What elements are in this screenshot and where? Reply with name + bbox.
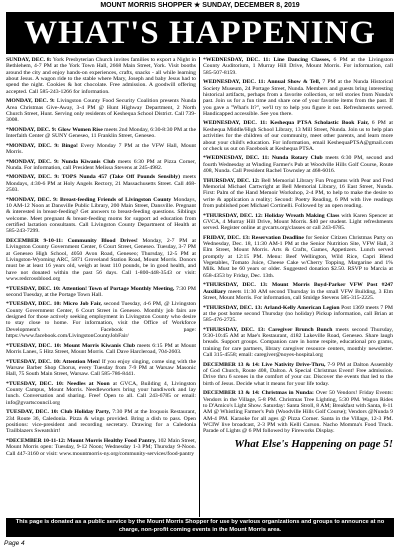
event-item: [6, 57, 196, 95]
page-title-banner: WHAT'S HAPPENING: [6, 12, 394, 54]
event-text: meets second Thursday, 9:30-10:45 AM at Mae's Restaurant, 4182 Lakeville Road, Geneseo. Share laugh breads. Support groups. Companion care in home respite, educational pro grams, training for care partners, library caregiver resource centers, monthly newsletter. Call 315-4558; email: caregiver@noyes-hospital.org: [203, 326, 393, 359]
right-column: [203, 57, 393, 517]
event-text: Over 50 Vendors! Friday Events: Vendors in the Village, 5-8 PM. Christmas Tree Lighting, 5:30 PM. Wagon Rides to D'Amico's Light Show. Saturday: Santa Stroll, 8 AM; Breakfast with Santa, 8-11 AM @ Whistling Farmer's Pub (Woodville Hills Golf Course); Vendors @Nunda 9 AM-4 PM. Karaoke for all ages @ Pizza Corner. Santa in the Village, 12-3 PM. WCIW live broadcast, 2-3 PM with Kelli Carson. Nacho Momma's Food Truck. Parade of Lights @ 6 PM followed by Fireworks Display.: [203, 390, 393, 435]
event-item: [203, 178, 393, 210]
event-text: 7:30 PM at the Iroquois Restaurant, 234 Route 36, Caledonia. Pizza & wings provided. Bring a dish to pass. Open positions: vice-president and recording secretary. Drawing for a Caledonia Trailblazers Sweatshirt!: [6, 409, 196, 435]
event-lead: *MONDAY, DEC. 9: Glow Women Rise: [6, 126, 103, 133]
masthead: MOUNT MORRIS SHOPPER ★ SUNDAY, DECEMBER 8, 2019: [100, 2, 300, 9]
event-item: [6, 127, 196, 140]
event-lead: DECEMBER 13 & 14: Live Nativity Drive-Thru,: [203, 361, 326, 368]
event-lead: FRIDAY, DEC. 13: Reservation Deadline: [203, 234, 304, 241]
continued-notice: What Else's Happening on page 5!: [234, 437, 393, 450]
event-lead: *MONDAY, DEC. 9: Bingo!: [6, 142, 78, 149]
event-text: meets 6:15 PM at Mount Morris Lanes, 5 Hitz Street, Mount Morris. Call Dave Harcleroad, 704-2603.: [6, 342, 196, 355]
event-lead: *MONDAY, DEC. 9: Nunda Kiwanis Club: [6, 158, 116, 165]
event-text: Livingston County Food Security Coalition presents Nunda Area Christmas Give-Away, 3-4 PM @ Hunt Highway Department, 2 North Church Street, Hunt. Serving only residents of Keshequa School District. Call 739-3008.: [6, 98, 196, 124]
event-lead: *THURSDAY, DEC. 13: Caregiver Brunch Bunch: [203, 326, 333, 333]
event-item: [6, 238, 196, 282]
event-lead: *TUESDAY, DEC. 10: Mount Morris Kiwanis Club: [6, 342, 135, 349]
event-text: meets 6:30 PM, second and fourth Wednesday at Winding Farmer's Pub at Woodville Hills Golf Course, Route 408, Nunda. Call President Rachel Townsley at 468-6016.: [203, 155, 393, 175]
event-item: [6, 174, 196, 193]
event-item: [6, 197, 196, 235]
event-lead: WEDNESDAY, DEC. 11: Annual Show & Tell,: [203, 79, 321, 86]
event-lead: SUNDAY, DEC. 8:: [6, 57, 52, 63]
event-lead: *MONDAY, DEC. 9: TOPS Nunda 457 (Take Off Pounds Sensibly): [6, 174, 180, 181]
event-item: [203, 213, 393, 232]
event-lead: THURSDAY, DEC. 12:: [203, 177, 260, 184]
event-item: [6, 438, 196, 457]
event-lead: *MONDAY, DEC. 9: Breast-feeding Friends of Livingston County: [6, 196, 172, 203]
event-lead: *TUESDAY, DEC. 10: Attention Men!: [6, 358, 101, 365]
event-lead: TUESDAY, DEC. 10: Club Holiday Party,: [6, 409, 111, 416]
event-item: [203, 57, 393, 76]
event-item: [6, 286, 196, 299]
page-number: Page 4: [4, 540, 25, 547]
event-text: Monday, 2-7 PM at Livingston County Government Center, 6 Court Street, Geneseo. Tuesday, 3-7 PM at Geneseo High School, 4050 Avon Road, Geneseo; Thursday, 12-5 PM at Livingston-Wyoming ARC, 5871 Groveland Station Road, Mount Morris. Donors must be at least 16 years old, weigh at least 110 pounds, be in good health, and have not donated within the past 56 days. Call 1-800-448-3543 or visit: www.redcrossblood.org: [6, 237, 196, 282]
column-divider: [199, 57, 200, 517]
events-columns: [6, 57, 394, 517]
event-text: If you enjoy singing, come sing with the Warsaw Barber Shop Chorus, every Tuesday from 7-9 PM at Warsaw Masonic Hall, 75 South Main Street, Warsaw. Call 585-786-8441.: [6, 358, 196, 378]
event-lead: *TUESDAY, DEC. 10: Needles at Noon: [6, 380, 110, 387]
event-text: Mondays, 10 AM-12 Noon at Dansville Public Library, 200 Main Street, Dansville. Pregnant & interested in breast-feeding? Get answers to breast-feeding questions. Siblings welcome. Meet pregnant & breast-feeding moms for support ad education from certified lactation consultants. Call Livingston County Department of Health at 585-243-7299.: [6, 196, 196, 235]
event-text: meets 11:30 AM second Thursday in the small VFW Building, 3 Elm Street, Mount Morris. For information, call Smidge Stevens 585-315-2225.: [203, 288, 393, 301]
event-item: [203, 282, 393, 301]
event-text: Every Monday 7 PM at the VFW Hall, Mount Morris.: [6, 142, 196, 156]
event-text: Post 1369 meets 7 PM at the post home second Thursday (no holiday) Pickup information, call Brian at 585-476-2725.: [203, 304, 393, 324]
event-item: [6, 359, 196, 378]
event-lead: MONDAY, DEC. 9:: [6, 98, 55, 105]
event-item: [203, 79, 393, 117]
event-lead: *THURSDAY, DEC. 13: Mount Morris Boyd-Parker VFW Post #247 Auxiliary: [203, 282, 393, 295]
event-item: [6, 143, 196, 156]
event-text: 6 PM at Keshequa Middle/High School Library, 13 Mill Street, Nunda. Join us to help plan activities for the children of our community, meet other parents, and learn more about your child's education. For information, email KeshequaPTSA@gmail.com or check us out on Facebook at Keshequa PTSA.: [203, 120, 393, 152]
event-item: [6, 159, 196, 172]
event-item: [6, 343, 196, 356]
event-item: [6, 381, 196, 406]
event-item: [203, 327, 393, 359]
event-lead: *WEDNESDAY, DEC. 11: Line Dancing Classes,: [203, 57, 331, 63]
left-column: [6, 57, 196, 517]
event-text: meets 2nd Monday, 6:30-8:30 PM at the Interfaith Center @ SUNY Geneseo, 11 Franklin Street, Geneseo.: [6, 126, 196, 140]
event-item: [203, 155, 393, 174]
event-lead: *THURSDAY, DEC. 12: Holiday Wreath Making Class: [203, 212, 340, 219]
event-item: [203, 390, 393, 434]
event-lead: *TUESDAY, DEC. 10: Micro Job Fair,: [6, 301, 102, 308]
event-text: with Karen Spencer at GVCA, 4 Murray Hill Drive, Mount Morris. $40 per student. Light refreshments served. Register online at gvcarts.org/classes or call 243-6785.: [203, 212, 393, 232]
event-text: 7:30 PM second Tuesday, at the Portage Town Hall.: [6, 285, 196, 298]
event-text: second Tuesday, 4-6 PM, @ Livingston County Government Center, 6 Court Street in Geneseo. Monthly job fairs are designed for those actively seeking employment in Livingston County who desire to stay close to home. For information, visit the Office of Workforce Development's Facebook page: https://www.facebook.com/LivingstonCountyJobFair/: [6, 301, 196, 340]
event-item: [203, 305, 393, 324]
event-lead: *TUESDAY, DEC. 10: Attention! Town of Portage Monthly Meeting,: [6, 285, 175, 292]
event-text: meets Mondays, 4:30-6 PM at Holy Angels Rectory, 21 Massachusetts Street. Call 468-2503.: [6, 174, 196, 194]
event-lead: *WEDNESDAY, DEC. 11: Nunda Rotary Club: [203, 155, 323, 162]
event-text: meets 6:30 PM at Pizza Corner, Nunda. For information, call President Melissa Stevens at 245-4982.: [6, 158, 196, 171]
footer-notice: This page is donated as a public service by the Mount Morris Shopper for use by various organizations and groups to announce at no charge, non-profit coming events in the Mount Morris area.: [6, 518, 394, 537]
event-item: [203, 235, 393, 279]
event-text: Bell Memorial Library Fun Programs with Pear and Fred Memorial Michael Cartwright at Bell Memorial Library, 16 East Street, Nunda. First: Palm of the Hand Memoir Workshop, 2-4 PM, to help to make the desire to write & application a reality; Second: Poetry Reading, 6 PM with live readings from published poet Michael Cortinelli. Followed by an open reading.: [203, 177, 393, 209]
event-lead: WEDNESDAY, DEC. 11: Keshequa PTSA Scholastic Book Fair,: [203, 120, 369, 127]
event-item: [203, 362, 393, 387]
event-text: 6 PM at the Livingston County Auditorium, 1 Murray Hill Drive, Mount Morris. For information, call 585-507-8159.: [203, 57, 393, 76]
event-lead: *DECEMBER 10-11-12: Mount Morris Healthy Food Pantry,: [6, 437, 157, 444]
event-text: 102 Main Street, Mount Morris open: Tuesday, 9-12 Noon; Wednesday 1-3 PM; Thursday 9-Noon. Call 447-3160 or visit: www.mountmorris-ny.org/community-services/food-pantry: [6, 437, 196, 457]
event-item: [6, 98, 196, 123]
event-text: at GVCA, Building 4, Livingston County Campus, Mount Morris. Needleworkers bring your handiwork and lay lunch. Conversation and sharing. Free! Open to all. Call 243-6785 or email: info@gvartscouncil.org: [6, 380, 196, 406]
event-item: [6, 409, 196, 434]
event-text: York Presbyterian Church invites families to export a Night in Bethlehem, 4-7 PM at the York Town Hall, 2668 Main Street, York. Visit booths around the city and enjoy hands-on experiences, crafts, snacks - all while learning about Jesus. A wagon ride to the stable where Mary, Joseph and baby Jesus had to spend the night. Cookies & hot chocolate. Free admission. A goodwill offering accepted. Call 585-243-1266 for information.: [6, 57, 196, 95]
event-lead: *THURSDAY, DEC. 13: Arland-Kelly American Legion: [203, 304, 340, 311]
event-lead: DECEMBER 9-10-11: Community Blood Drives!: [6, 237, 138, 244]
event-text: 7 PM at the Nunda Historical Society Museum, 24 Portage Street, Nunda. Members and guests bring interesting historical artifacts, perhaps from a favorite collection, or tell stories from Nunda's past. Join us for a fun time and share one of your favorite items from the past. If you gave a "What's It?", we'll try to help you figure it out. Refreshments served. Handicapped accessible. See you there.: [203, 79, 393, 117]
event-item: [203, 120, 393, 152]
event-item: [6, 301, 196, 339]
event-text: for Senior Citizen Christmas Party on Wednesday, Dec. 18, 11:30 AM-1 PM at the Senior Nutrition Site, VFW Hall, 3 Elm Street, Mount Morris. Arts & Crafts, Games, Appetizers. Lunch served promptly at 12:15 PM. Menu: Beef Wellington, Wild Rice, Capri Blend Vegetables, Tomato Juice, Cheese Cake w/Cherry Topping, Margarine and 1% Milk. Must be 60 years or older. Suggested donation $2.50. RSVP to Marcia at 658-4353 by Friday, Dec. 13th.: [203, 234, 393, 279]
event-lead: DECEMBER 13 & 14: Christmas in Nunda:: [203, 390, 314, 397]
event-text: 7-9 PM at Dalton Assembly of God Church, Route 408, Dalton. A Special Christmas Event! Free admission. Drive thru 6 scenes in the comfort of your car. Discover the events that led to the birth of Jesus. Decide what it means for your life today.: [203, 361, 393, 387]
